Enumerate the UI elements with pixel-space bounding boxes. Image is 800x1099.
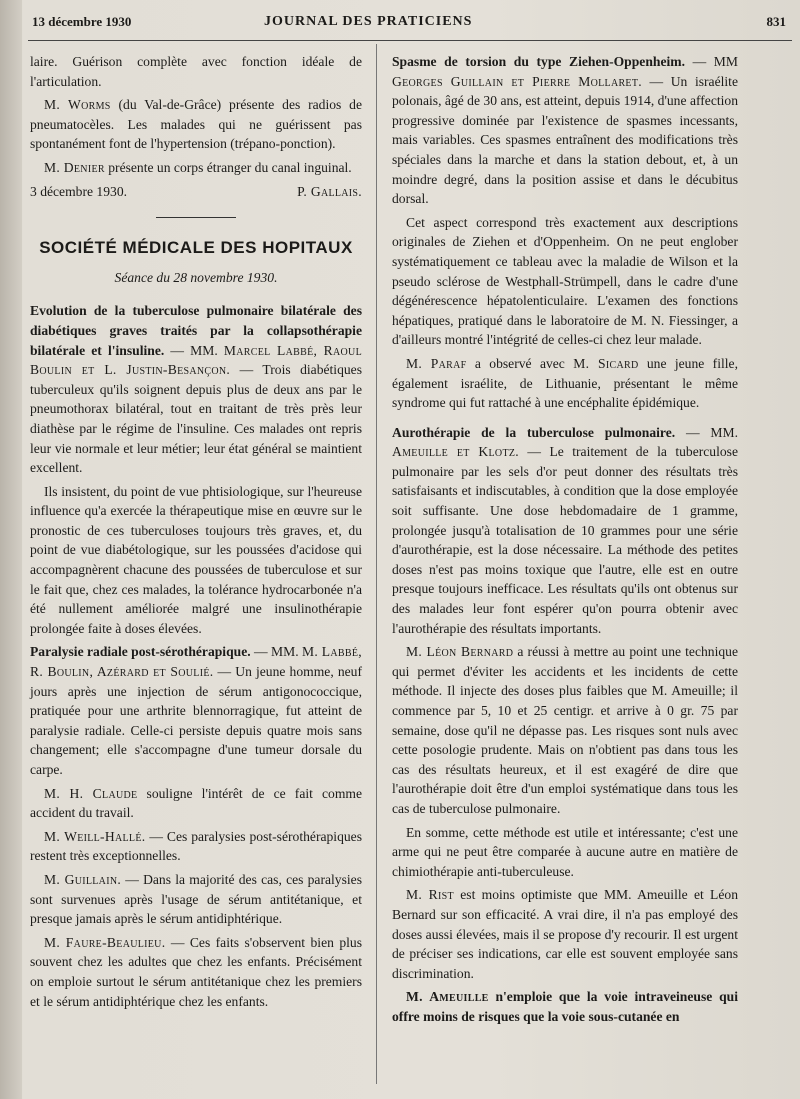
authors-prefix: — MM.	[164, 342, 224, 358]
signature-line	[30, 182, 362, 202]
seance-date: Séance du 28 novembre 1930.	[114, 269, 278, 285]
article-title: Paralysie radiale post-sérothérapique.	[30, 644, 251, 660]
binding-gutter	[0, 0, 22, 1099]
section-separator	[156, 217, 236, 218]
article	[392, 52, 738, 209]
article	[30, 301, 362, 477]
paragraph	[392, 354, 738, 413]
running-head	[32, 14, 792, 36]
speaker-name: M. H. Claude	[44, 785, 138, 801]
right-column	[392, 52, 738, 1031]
article-text: — Un israélite polonais, âgé de 30 ans, est atteint, depuis 1914, d'une affection progressive dominée par l'existence de spasmes incessants, mais variables. Ces spasmes entraînent des modifications très spéciales dans la marche et dans la station debout, et, à un moindre degré, dans la position assise et dans le décubitus dorsal.	[392, 73, 738, 207]
article-title: Spasme de torsion du type Ziehen-Oppenheim.	[392, 54, 685, 69]
left-column	[30, 52, 362, 1015]
paragraph-text: une jeune fille, également israélite, de Lithuanie, présentant le même syndrome qui fut rattaché à une encéphalite épidémique.	[392, 355, 738, 411]
speaker-name: M. Weill-Hallé.	[44, 828, 146, 844]
paragraph: En somme, cette méthode est utile et intéressante; c'est une arme qui ne peut être comparée à aucune autre en matière de chimiothérapie anti-tuberculeuse.	[392, 824, 738, 879]
paragraph-text: — Ces paralysies post-sérothérapiques restent très exceptionnelles.	[30, 828, 362, 864]
paragraph	[392, 885, 738, 983]
article	[392, 423, 738, 639]
speaker-name: M. Paraf	[406, 355, 467, 371]
article	[30, 642, 362, 779]
column-rule	[376, 44, 377, 1084]
paragraph: Cet aspect correspond très exactement aux descriptions originales de Ziehen et d'Oppenheim. On ne peut englober systématiquement ce tableau avec la maladie de Wilson et la pseudo sclérose de Westphall-Strümpell, dans le cadre d'une dégénérescence hépatolenticulaire. L'examen des fonctions hépatiques, pratiqué dans le laboratoire de M. N. Fiessinger, a d'ailleurs montré l'intégrité de celles-ci chez leur malade.	[392, 214, 738, 348]
paragraph: laire. Guérison complète avec fonction idéale de l'articulation.	[30, 54, 362, 89]
paragraph-text: souligne l'intérêt de ce fait comme accident du travail.	[30, 785, 362, 821]
speaker-name: M. Ameuille	[406, 989, 489, 1005]
paragraph-text: — Ces faits s'observent bien plus souvent chez les adultes que chez les enfants. Précisément on emploie surtout le sérum antitétanique chez les premiers et le sérum antidiphtérique chez les enfants.	[30, 934, 362, 1009]
paragraph	[30, 827, 362, 866]
paragraph-text: — Dans la majorité des cas, ces paralysies sont survenues après l'usage de sérum antitétanique, et presque jamais après le sérum antidiphtérique.	[30, 871, 362, 927]
speaker-name: M. Faure-Beaulieu.	[44, 934, 166, 950]
article-title: Aurothérapie de la tuberculose pulmonaire.	[392, 424, 676, 440]
journal-title: JOURNAL DES PRATICIENS	[264, 14, 473, 29]
paragraph-text: n'emploie que la voie intraveineuse qui offre moins de risques que la voie sous-cutanée en	[392, 989, 738, 1024]
article-text: — Le traitement de la tuberculose pulmonaire par les sels d'or peut donner des résultats très satisfaisants et indiscutables, à condition que la dose employée soit suffisante. Une dose hebdomadaire de 1 gramme, prolongée jusqu'à totalisation de 10 grammes pour une série d'aurothérapie, est la dose nécessaire. La méthode des petites doses n'est pas moins toxique que l'autre, elle est en outre presque toujours inefficace. Les résultats qu'ils ont obtenus sur des malades leur font espérer qu'on pourra obtenir avec l'aurothérapie des résultats importants.	[392, 444, 738, 636]
article-authors: Georges Guillain et Pierre Mollaret.	[392, 73, 642, 89]
signature-date: 3 décembre 1930.	[30, 183, 128, 199]
header-rule	[28, 40, 792, 41]
authors-prefix: — MM.	[250, 644, 303, 660]
speaker-name: M. Guillain.	[44, 871, 122, 887]
speaker-name: M. Worms	[44, 97, 111, 113]
paragraph	[392, 642, 738, 818]
article-authors: Marcel Labbé, Raoul Boulin et L. Justin-Besançon.	[30, 342, 362, 378]
page-number: 831	[766, 14, 786, 29]
authors-prefix: — MM.	[675, 424, 738, 440]
paragraph-text: est moins optimiste que MM. Ameuille et Léon Bernard sur son efficacité. A vrai dire, il n'a pas employé des doses aussi élevées, mais il se propose d'y recourir. Il est urgent de préciser ses indications, car elle est souvent employée sans discrimination.	[392, 887, 738, 981]
paragraph	[30, 158, 362, 178]
authors-prefix: — MM	[684, 54, 738, 69]
speaker-name: M. Léon Bernard	[406, 644, 514, 660]
paragraph-text: (du Val-de-Grâce) présente des radios de pneumatocèles. Les malades qui ne guérissent pas spontanément font de l'hypertension (trépano-ponction).	[30, 97, 362, 152]
article-authors: M. Labbé, R. Boulin, Azérard et Soulié.	[30, 644, 362, 680]
paragraph: Ils insistent, du point de vue phtisiologique, sur l'heureuse influence qu'a exercée la thérapeutique mise en œuvre sur le pronostic de ces tuberculoses toujours très graves, et, du point de vue diabétologique, sur les poussées d'acidose qui accompagnèrent chacune des poussées de tuberculose et sur le fait que, chez ces malades, la tolérance hydrocarbonée n'a été nullement améliorée malgré une insulinothérapie prolongée faite à doses élevées.	[30, 483, 362, 636]
paragraph-text: a observé avec	[466, 355, 574, 371]
speaker-name: M. Denier	[44, 159, 105, 175]
article-text: — Trois diabétiques tuberculeux qu'ils soignent depuis plus de deux ans par le pneumothorax bilatéral, tout en traitant de très près leur diathèse par le régime de l'insuline. Ces malades ont repris leur vie normale et leur métier; leur état général se maintient excellent.	[30, 362, 363, 476]
paragraph	[30, 95, 362, 154]
issue-date: 13 décembre 1930	[32, 14, 132, 29]
section-title: SOCIÉTÉ MÉDICALE DES HOPITAUX	[39, 238, 353, 258]
paragraph	[30, 933, 362, 1011]
speaker-name: M. Rist	[406, 887, 454, 903]
paragraph	[30, 870, 362, 929]
signature-name: P. Gallais.	[297, 183, 362, 199]
article-title: Evolution de la tuberculose pulmonaire bilatérale des diabétiques graves traités par la collapsothérapie bilatérale et l'insuline.	[30, 303, 362, 358]
article-text: — Un jeune homme, neuf jours après une injection de sérum antigonococcique, pratiquée pour une arthrite blennorragique, fut atteint de paralysie radiale. Celle-ci persiste depuis quatre mois sans changement; elle s'accompagne d'une tumeur dorsale du carpe.	[30, 664, 362, 777]
article-authors: Ameuille et Klotz.	[392, 444, 519, 460]
paragraph-text: présente un corps étranger du canal inguinal.	[104, 159, 352, 175]
paragraph	[30, 784, 362, 823]
paragraph	[392, 987, 738, 1026]
paragraph-text: a réussi à mettre au point une technique qui permet d'éviter les accidents et les incidents de cette méthode. Il injecte des doses plus faibles que M. Ameuille; il commence par 5, 10 et 25 centigr. et arrive à 0 gr. 75 par semaine, dose qu'il ne dépasse pas. Les risques sont nuls avec cette posologie prudente. Mais on n'obtient pas dans tous les cas des résultats heureux, et il est exagéré de dire que l'aurothérapie doit être d'un emploi systématique dans tous les cas de tuberculose pulmonaire.	[392, 644, 738, 816]
speaker-name: M. Sicard	[573, 355, 639, 371]
